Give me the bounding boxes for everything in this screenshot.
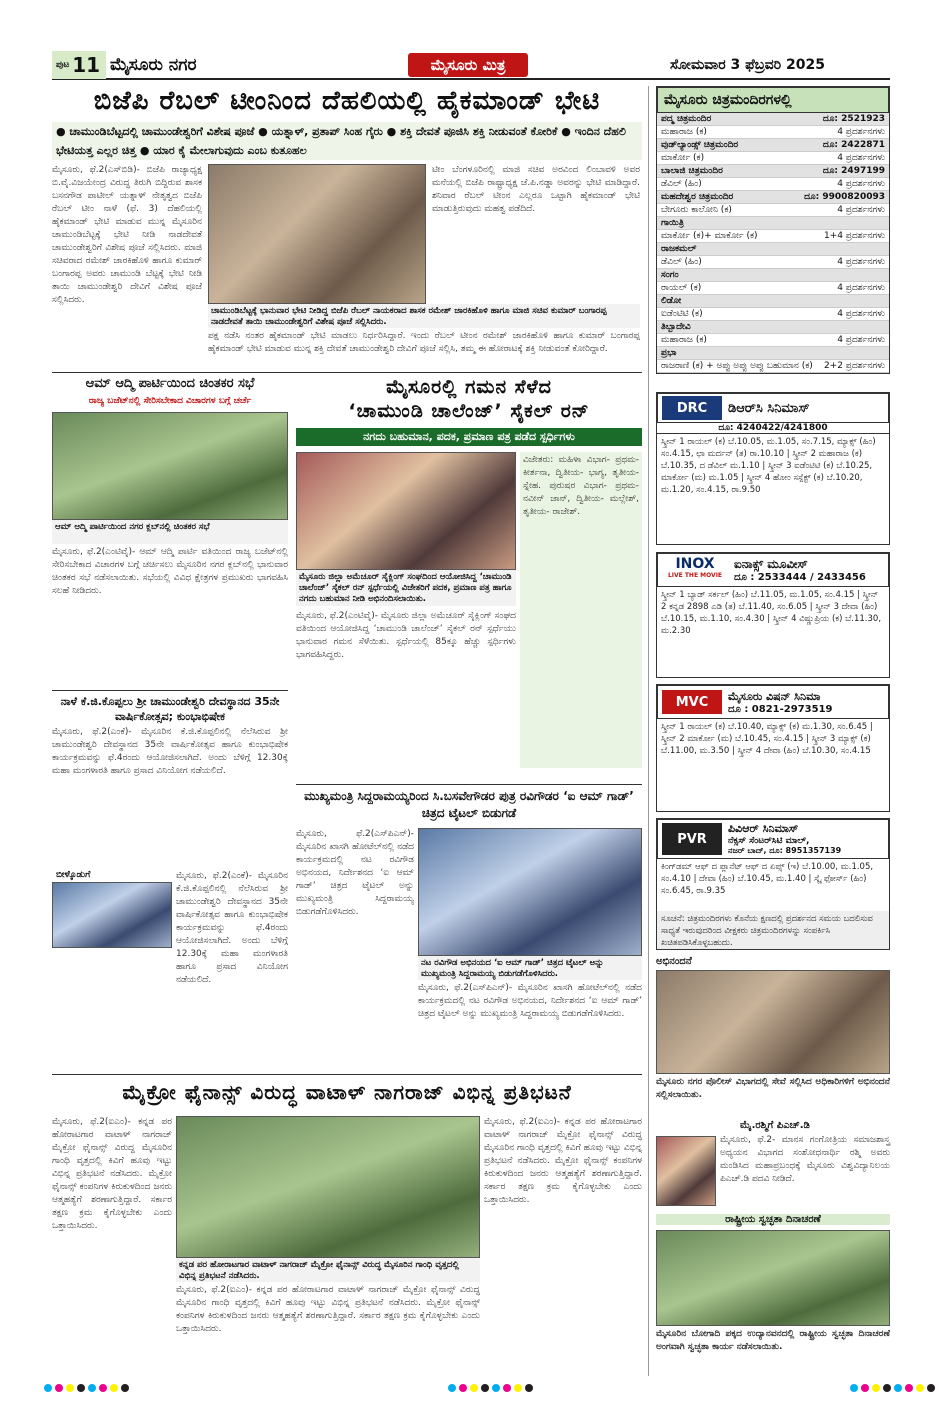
section-title: ಮೈಸೂರು ನಗರ: [110, 55, 197, 75]
cinema-info: ದೂ: 2422871: [822, 140, 885, 150]
cycle-subheadline: ನಗದು ಬಹುಮಾನ, ಪದಕ, ಪ್ರಮಾಣ ಪತ್ರ ಪಡೆದ ಸ್ಪರ್ಧಿಗಳು: [296, 428, 642, 446]
cm-photo-caption: ನಟ ರವಿಗೌಡ ಅಭಿನಯದ ‘ಐ ಆಮ್ ಗಾಡ್’ ಚಿತ್ರದ ಟೈಟಲ್ ಅನ್ನು ಮುಖ್ಯಮಂತ್ರಿ ಸಿದ್ದರಾಮಯ್ಯ ಬಿಡುಗಡೆಗೊಳಿಸಿದರು.: [418, 956, 642, 980]
lead-deck: ● ಚಾಮುಂಡಿಬೆಟ್ಟದಲ್ಲಿ ಚಾಮುಂಡೇಶ್ವರಿಗೆ ವಿಶೇಷ ಪೂಜೆ ● ಯತ್ನಾಳ್, ಪ್ರತಾಪ್ ಸಿಂಹ ಗೈರು ● ಶಕ್ತಿ ದೇವತೆ ಪೂಜಿಸಿ ಶಕ್ತಿ ನೀಡುವಂತೆ ಕೋರಿಕೆ ● ಇಂದಿನ ದೆಹಲಿ ಭೇಟಿಯತ್ತ ಎಲ್ಲರ ಚಿತ್ತ ● ಯಾರ ಕೈ ಮೇಲಾಗುವುದು ಎಂಬ ಕುತೂಹಲ: [52, 122, 642, 160]
cm-photo: [418, 828, 642, 956]
drc-phone: ದೂ: 4240422/4241800: [657, 423, 889, 434]
cinema-name: ಗಾಯಿತ್ರಿ: [661, 218, 684, 228]
aap-headline: ಆಮ್ ಆದ್ಮಿ ಪಾರ್ಟಿಯಿಂದ ಚಿಂತಕರ ಸಭೆ: [85, 376, 255, 391]
page-number-badge: [52, 51, 106, 79]
cinema-row: [657, 295, 889, 308]
cinema-name: ಡೆವಿಲ್ (ಹಿಂ): [661, 257, 702, 267]
cinema-info: ದೂ: 2497199: [822, 166, 885, 176]
congrats-caption: ಮೈಸೂರು ನಗರ ಪೊಲೀಸ್ ವಿಭಾಗದಲ್ಲಿ ಸೇವೆ ಸಲ್ಲಿಸಿದ ಅಧಿಕಾರಿಗಳಿಗೆ ಅಭಿನಂದನೆ ಸಲ್ಲಿಸಲಾಯಿತು.: [656, 1077, 890, 1100]
lead-body-left: ಮೈಸೂರು, ಫೆ.2(ಎಸ್‌ಬಿಡಿ)- ಬಿಜೆಪಿ ರಾಜ್ಯಾಧ್ಯಕ್ಷ ಬಿ.ವೈ.ವಿಜಯೇಂದ್ರ ವಿರುದ್ಧ ತಿರುಗಿ ಬಿದ್ದಿರುವ ಶಾಸಕ ಬಸನಗೌಡ ಪಾಟೀಲ್ ಯತ್ನಾಳ್ ನೇತೃತ್ವದ ಬಿಜೆಪಿ ರೆಬಲ್ ಟೀಂ ನಾಳೆ (ಫೆ. 3) ದೆಹಲಿಯಲ್ಲಿ ಹೈಕಮಾಂಡ್ ಭೇಟಿ ಮಾಡುವ ಮುನ್ನ ಮೈಸೂರಿನ ಚಾಮುಂಡಿಬೆಟ್ಟಕ್ಕೆ ಭೇಟಿ ನೀಡಿ ನಾಡದೇವತೆ ಚಾಮುಂಡೇಶ್ವರಿಗೆ ವಿಶೇಷ ಪೂಜೆ ಸಲ್ಲಿಸಿದರು. ಮಾಜಿ ಸಚಿವರಾದ ರಮೇಶ್ ಜಾರಕಿಹೊಳಿ ಹಾಗೂ ಕುಮಾರ್ ಬಂಗಾರಪ್ಪ ಅವರು ಚಾಮುಂಡಿ ಬೆಟ್ಟಕ್ಕೆ ಭೇಟಿ ನೀಡಿ ತಾಯಿ ಚಾಮುಂಡೇಶ್ವರಿ ದೇವಿಗೆ ವಿಶೇಷ ಪೂಜೆ ಸಲ್ಲಿಸಿದರು.: [52, 165, 202, 305]
cinema-row: [657, 243, 889, 256]
cinema-name: ರಾಯಲ್ (ಕ): [661, 283, 702, 293]
cinema-row: [657, 113, 889, 126]
registration-dot: [470, 1384, 478, 1392]
cinema-info: 4 ಪ್ರದರ್ಶನಗಳು: [837, 283, 885, 293]
registration-dot: [525, 1384, 533, 1392]
cycle-winners: ವಿಜೇತರು: ಮಹಿಳಾ ವಿಭಾಗ- ಪ್ರಥಮ- ಕೀರ್ತನಾ, ದ್ವಿತೀಯ- ಭಾಗ್ಯ, ತೃತೀಯ- ಸ್ನೇಹ. ಪುರುಷರ ವಿಭಾಗ- ಪ್ರಥಮ- ನವೀನ್ ಜಾನ್, ದ್ವಿತೀಯ- ಮಲ್ಲೇಶ್, ತೃತೀಯ- ರಾಜೇಶ್.: [520, 452, 642, 768]
inox-logo-text: INOX: [675, 556, 715, 572]
clean-photo: [656, 1230, 890, 1326]
aap-subheadline: ರಾಜ್ಯ ಬಜೆಟ್‌ನಲ್ಲಿ ಸೇರಿಸಬೇಕಾದ ವಿಚಾರಗಳ ಬಗ್ಗೆ ಚರ್ಚೆ: [88, 396, 252, 406]
cinema-name: ಡೆವಿಲ್ (ಹಿಂ): [661, 179, 702, 189]
farewell-text: ಮೈಸೂರು, ಫೆ.2(ಎಂಕೆ)- ಮೈಸೂರಿನ ಕೆ.ಜಿ.ಕೊಪ್ಪಲಿನಲ್ಲಿ ನೆಲೆಸಿರುವ ಶ್ರೀ ಚಾಮುಂಡೇಶ್ವರಿ ದೇವಸ್ಥಾನದ 35ನೇ ವಾರ್ಷಿಕೋತ್ಸವ ಹಾಗೂ ಕುಂಭಾಭಿಷೇಕ ಕಾರ್ಯಕ್ರಮವನ್ನು ಫೆ.4ರಂದು ಆಯೋಜಿಸಲಾಗಿದೆ. ಅಂದು ಬೆಳಿಗ್ಗೆ 12.30ಕ್ಕೆ ಮಹಾ ಮಂಗಳಾರತಿ ಹಾಗೂ ಪ್ರಸಾದ ವಿನಿಯೋಗ ನಡೆಯಲಿದೆ.: [176, 871, 288, 985]
pvr-box: [656, 818, 890, 950]
cinema-list: [657, 113, 889, 373]
congrats-photo: [656, 970, 890, 1074]
drc-box: [656, 392, 890, 545]
pvr-logo: PVR: [662, 823, 722, 855]
mvc-listings: ಸ್ಕ್ರೀನ್ 1 ರಾಯಲ್ (ಕ) ಬೆ.10.40, ಮ್ಯಾಕ್ಸ್ (ಕ) ಮ.1.30, ಸಂ.6.45 | ಸ್ಕ್ರೀನ್ 2 ಮಾರ್ಕೋ (ಮ) ಬೆ.10.45, ಸಂ.4.15 | ಸ್ಕ್ರೀನ್ 3 ಮ್ಯಾಕ್ಸ್ (ಕ) ಬೆ.11.00, ಮ.3.50 | ಸ್ಕ್ರೀನ್ 4 ದೇವಾ (ಹಿಂ) ಬೆ.10.30, ಸಂ.4.15: [661, 722, 873, 756]
inox-phone: ದೂ : 2533444 / 2433456: [734, 572, 866, 583]
cinema-name: ವುಡ್‌ಲ್ಯಾಂಡ್ಸ್ ಚಿತ್ರಮಂದಿರ: [661, 140, 739, 150]
cinema-row: [657, 347, 889, 360]
cinema-box: [656, 86, 890, 374]
cinema-name: ರಾಜರಾಣಿ (ಕ) + ಅಪ್ಪು ಅಪ್ಪು ಅಪ್ಪು ಬಹುಮಾನ (ಕ): [661, 361, 813, 371]
temple-headline: ನಾಳೆ ಕೆ.ಜಿ.ಕೊಪ್ಪಲು ಶ್ರೀ ಚಾಮುಂಡೇಶ್ವರಿ ದೇವಸ್ಥಾನದ 35ನೇ ವಾರ್ಷಿಕೋತ್ಸವ; ಕುಂಭಾಭಿಷೇಕ: [60, 695, 280, 723]
cinema-name: ಐಡೆಂಟಿಟಿ (ಕ): [661, 309, 703, 319]
cm-body: ಮೈಸೂರು, ಫೆ.2(ಎಸ್‌ಪಿಎನ್)- ಮೈಸೂರಿನ ಖಾಸಗಿ ಹೋಟೆಲ್‌ನಲ್ಲಿ ನಡೆದ ಕಾರ್ಯಕ್ರಮದಲ್ಲಿ ನಟ ರವಿಗೌಡ ಅಭಿನಯದ, ನಿರ್ದೇಶನದ ‘ಐ ಆಮ್ ಗಾಡ್’ ಚಿತ್ರದ ಟೈಟಲ್ ಅನ್ನು ಮುಖ್ಯಮಂತ್ರಿ ಸಿದ್ದರಾಮಯ್ಯ ಬಿಡುಗಡೆಗೊಳಿಸಿದರು.: [296, 829, 414, 917]
divider: [52, 690, 288, 691]
registration-dot: [99, 1384, 107, 1392]
cinema-info: 4 ಪ್ರದರ್ಶನಗಳು: [837, 153, 885, 163]
cinema-name: ಬಾಲಾಜಿ ಚಿತ್ರಮಂದಿರ: [661, 166, 723, 176]
pvr-title: ಪಿವಿಆರ್ ಸಿನಿಮಾಸ್: [728, 822, 799, 835]
registration-dot: [514, 1384, 522, 1392]
cycle-headline: ಮೈಸೂರಲ್ಲಿ ಗಮನ ಸೆಳೆದ: [386, 376, 552, 398]
page-number: 11: [72, 53, 101, 77]
cinema-row: [657, 191, 889, 204]
registration-dot: [872, 1384, 880, 1392]
cinema-row: [657, 321, 889, 334]
inox-header: [657, 553, 889, 587]
mvc-logo: MVC: [662, 690, 722, 714]
registration-dot: [916, 1384, 924, 1392]
registration-dot: [850, 1384, 858, 1392]
drc-title: ಡಿಆರ್‌ಸಿ ಸಿನಿಮಾಸ್: [728, 400, 810, 416]
cinema-name: ಬೇಗೂರು ಕಾಲೋನಿ (ಕ): [661, 205, 732, 215]
cinema-info: ದೂ: 2521923: [822, 114, 885, 124]
cinema-row: [657, 204, 889, 217]
cm-headline: ಮುಖ್ಯಮಂತ್ರಿ ಸಿದ್ದರಾಮಯ್ಯರಿಂದ ಸಿ.ಬಸವೇಗೌಡರ ಪುತ್ರ ರವಿಗೌಡರ ‘ಐ ಆಮ್ ಗಾಡ್’ ಚಿತ್ರದ ಟೈಟಲ್ ಬಿಡುಗಡೆ: [304, 789, 634, 820]
cinema-row: [657, 139, 889, 152]
cinema-name: ರಾಜಕಮಲ್: [661, 244, 697, 254]
masthead-logo: ಮೈಸೂರು ಮಿತ್ರ: [408, 53, 528, 77]
registration-dot: [44, 1384, 52, 1392]
registration-dot: [894, 1384, 902, 1392]
cinema-row: [657, 178, 889, 191]
lead-body-right: ಟೀಂ ಬೆಂಗಳೂರಿನಲ್ಲಿ ಮಾಜಿ ಸಚಿವ ಅರವಿಂದ ಲಿಂಬಾವಳಿ ಅವರ ಮನೆಯಲ್ಲಿ ಬಿಜೆಪಿ ರಾಷ್ಟ್ರಾಧ್ಯಕ್ಷ ಜೆ.ಪಿ.ನಡ್ಡಾ ಅವರನ್ನು ಭೇಟಿ ಮಾಡಿದ್ದಾರೆ. ಶನಿವಾರ ರೆಬಲ್ ಟೀಂನ ಎಲ್ಲರೂ ಒಟ್ಟಾಗಿ ಹೈಕಮಾಂಡ್ ಭೇಟಿ ಮಾಡುತ್ತಿರುವುದು ಮಹತ್ವ ಪಡೆದಿದೆ.: [432, 165, 640, 214]
cinema-info: ದೂ: 9900820093: [804, 192, 885, 202]
cycle-headline-2: ‘ಚಾಮುಂಡಿ ಚಾಲೆಂಜ್’ ಸೈಕಲ್ ರನ್: [348, 400, 590, 422]
registration-dot: [459, 1384, 467, 1392]
cinema-info: 4 ಪ್ರದರ್ಶನಗಳು: [837, 335, 885, 345]
registration-dot: [77, 1384, 85, 1392]
phd-heading: ಮೈ.ರಶ್ಮಿಗೆ ಪಿಎಚ್.ಡಿ: [740, 1120, 810, 1131]
cinema-name: ಸಂಗಂ: [661, 270, 679, 280]
cinema-name: ಮಹಾರಾಜ (ಕ): [661, 335, 707, 345]
registration-dot: [861, 1384, 869, 1392]
clean-heading: ರಾಷ್ಟ್ರೀಯ ಸ್ವಚ್ಛತಾ ದಿನಾಚರಣೆ: [656, 1214, 890, 1225]
lead-headline: ಬಿಜೆಪಿ ರೆಬಲ್ ಟೀಂನಿಂದ ದೆಹಲಿಯಲ್ಲಿ ಹೈಕಮಾಂಡ್ ಭೇಟಿ: [93, 86, 601, 116]
inox-listings: ಸ್ಕ್ರೀನ್ 1 ಬ್ಯಾಡ್ ಸರ್ಕಲ್ (ಹಿಂ) ಬೆ.11.05, ಮ.1.05, ಸಂ.4.15 | ಸ್ಕ್ರೀನ್ 2 ಕನ್ನಡ 2898 ಎಡಿ (ತ) ಬೆ.11.40, ಸಂ.6.05 | ಸ್ಕ್ರೀನ್ 3 ದೇವಾ (ಹಿಂ) ಬೆ.10.15, ಮ.1.10, ಸಂ.4.30 | ಸ್ಕ್ರೀನ್ 4 ವಿಷ್ಣುಪ್ರಿಯ (ಕ) ಬೆ.11.30, ಮ.2.30: [661, 590, 882, 636]
micro-body-2: ಮೈಸೂರು, ಫೆ.2(ಐಎಂ)- ಕನ್ನಡ ಪರ ಹೋರಾಟಗಾರ ವಾಟಾಳ್ ನಾಗರಾಜ್ ಮೈಕ್ರೋ ಫೈನಾನ್ಸ್ ವಿರುದ್ಧ ಮೈಸೂರಿನ ಗಾಂಧಿ ವೃತ್ತದಲ್ಲಿ ಕಿವಿಗೆ ಹೂವು ಇಟ್ಟು ವಿಭಿನ್ನ ಪ್ರತಿಭಟನೆ ನಡೆಸಿದರು. ಮೈಕ್ರೋ ಫೈನಾನ್ಸ್ ಕಂಪನಿಗಳ ಕಿರುಕುಳದಿಂದ ಜನರು ಆತ್ಮಹತ್ಯೆಗೆ ಶರಣಾಗುತ್ತಿದ್ದಾರೆ. ಸರ್ಕಾರ ತಕ್ಷಣ ಕ್ರಮ ಕೈಗೊಳ್ಳಬೇಕು ಎಂದು ಒತ್ತಾಯಿಸಿದರು.: [176, 1285, 480, 1334]
drc-listings: ಸ್ಕ್ರೀನ್ 1 ರಾಯಲ್ (ಕ) ಬೆ.10.05, ಮ.1.05, ಸಂ.7.15, ಮ್ಯಾಕ್ಸ್ (ಹಿಂ) ಸಂ.4.15, ಛಾ ಮರ್ದನ್ (ತ) ರಾ.10.10 | ಸ್ಕ್ರೀನ್ 2 ಮಹಾರಾಜ (ಕ) ಬೆ.10.35, ದ ಡೆವಿಲ್ ಮ.1.10 | ಸ್ಕ್ರೀನ್ 3 ಐಡೆಂಟಿಟಿ (ಕ) ಬೆ.10.25, ಮಾರ್ಕೋ (ಮ) ಮ.1.05 | ಸ್ಕ್ರೀನ್ 4 ಹೋಂ ಸಸ್ಪೆಕ್ಟ್ (ಕ) ಬೆ.10.20, ಮ.1.20, ಸಂ.4.15, ರಾ.9.50: [661, 437, 876, 495]
cinema-name: ಪ್ರಭಾ: [661, 348, 677, 358]
drc-header: [657, 393, 889, 423]
lead-photo-caption: ಚಾಮುಂಡಿಬೆಟ್ಟಕ್ಕೆ ಭಾನುವಾರ ಭೇಟಿ ನೀಡಿದ್ದ ಬಿಜೆಪಿ ರೆಬಲ್ ನಾಯಕರಾದ ಶಾಸಕ ರಮೇಶ್ ಜಾರಕಿಹೊಳಿ ಹಾಗೂ ಮಾಜಿ ಸಚಿವ ಕುಮಾರ್ ಬಂಗಾರಪ್ಪ ನಾಡದೇವತೆ ತಾಯಿ ಚಾಮುಂಡೇಶ್ವರಿಗೆ ವಿಶೇಷ ಪೂಜೆ ಸಲ್ಲಿಸಿದರು.: [208, 304, 640, 328]
mvc-box: [656, 684, 890, 812]
pvr-header: [657, 819, 889, 859]
registration-dot: [905, 1384, 913, 1392]
registration-dot: [503, 1384, 511, 1392]
cinema-name: ಲಿಡೋ: [661, 296, 682, 306]
cinema-name: ತಿಬ್ಬಾದೇವಿ: [661, 322, 691, 332]
aap-body: ಮೈಸೂರು, ಫೆ.2(ಎಂಟಿವೈ)- ಆಮ್ ಆದ್ಮಿ ಪಾರ್ಟಿ ವತಿಯಿಂದ ರಾಜ್ಯ ಬಜೆಟ್‌ನಲ್ಲಿ ಸೇರಿಸಬೇಕಾದ ವಿಚಾರಗಳ ಬಗ್ಗೆ ಚರ್ಚಿಸಲು ಮೈಸೂರಿನ ನಗರ ಕ್ಲಬ್‌ನಲ್ಲಿ ಭಾನುವಾರ ಚಿಂತಕರ ಸಭೆ ನಡೆಸಲಾಯಿತು. ಸಭೆಯಲ್ಲಿ ವಿವಿಧ ಕ್ಷೇತ್ರಗಳ ಪ್ರಮುಖರು ಭಾಗವಹಿಸಿ ಸಲಹೆ ನೀಡಿದರು.: [52, 547, 288, 596]
inox-logo: [662, 558, 728, 582]
congrats-heading: ಅಭಿನಂದನೆ: [656, 956, 692, 967]
cycle-photo-caption: ಮೈಸೂರು ಜಿಲ್ಲಾ ಅಮೆಚೂರ್ ಸೈಕ್ಲಿಂಗ್ ಸಂಘದಿಂದ ಆಯೋಜಿಸಿದ್ದ ‘ಚಾಮುಂಡಿ ಚಾಲೆಂಜ್’ ಸೈಕಲ್ ರನ್ ಸ್ಪರ್ಧೆಯಲ್ಲಿ ವಿಜೇತರಿಗೆ ಪದಕ, ಪ್ರಮಾಣ ಪತ್ರ ಹಾಗೂ ನಗದು ಬಹುಮಾನ ನೀಡಿ ಅಭಿನಂದಿಸಲಾಯಿತು.: [296, 570, 516, 606]
cinema-row: [657, 126, 889, 139]
divider: [52, 372, 642, 373]
phd-photo: [656, 1136, 716, 1206]
divider: [296, 784, 642, 785]
micro-body: ಮೈಸೂರು, ಫೆ.2(ಐಎಂ)- ಕನ್ನಡ ಪರ ಹೋರಾಟಗಾರ ವಾಟಾಳ್ ನಾಗರಾಜ್ ಮೈಕ್ರೋ ಫೈನಾನ್ಸ್ ವಿರುದ್ಧ ಮೈಸೂರಿನ ಗಾಂಧಿ ವೃತ್ತದಲ್ಲಿ ಕಿವಿಗೆ ಹೂವು ಇಟ್ಟು ವಿಭಿನ್ನ ಪ್ರತಿಭಟನೆ ನಡೆಸಿದರು. ಮೈಕ್ರೋ ಫೈನಾನ್ಸ್ ಕಂಪನಿಗಳ ಕಿರುಕುಳದಿಂದ ಜನರು ಆತ್ಮಹತ್ಯೆಗೆ ಶರಣಾಗುತ್ತಿದ್ದಾರೆ. ಸರ್ಕಾರ ತಕ್ಷಣ ಕ್ರಮ ಕೈಗೊಳ್ಳಬೇಕು ಎಂದು ಒತ್ತಾಯಿಸಿದರು.: [52, 1117, 172, 1231]
cinema-info: 4 ಪ್ರದರ್ಶನಗಳು: [837, 257, 885, 267]
registration-dot: [481, 1384, 489, 1392]
lead-photo: [208, 164, 426, 304]
cinema-row: [657, 308, 889, 321]
registration-marks-right: [850, 1384, 935, 1392]
clean-caption: ಮೈಸೂರಿನ ಬೋಗಾದಿ ಪಕ್ಕದ ಉದ್ಯಾನವನದಲ್ಲಿ ರಾಷ್ಟ್ರೀಯ ಸ್ವಚ್ಛತಾ ದಿನಾಚರಣೆ ಅಂಗವಾಗಿ ಸ್ವಚ್ಛತಾ ಕಾರ್ಯ ನಡೆಸಲಾಯಿತು.: [656, 1329, 890, 1352]
issue-date: ಸೋಮವಾರ 3 ಫೆಬ್ರವರಿ 2025: [670, 57, 825, 73]
cinema-name: ಪದ್ಮ ಚಿತ್ರಮಂದಿರ: [661, 114, 712, 124]
micro-body-3: ಮೈಸೂರು, ಫೆ.2(ಐಎಂ)- ಕನ್ನಡ ಪರ ಹೋರಾಟಗಾರ ವಾಟಾಳ್ ನಾಗರಾಜ್ ಮೈಕ್ರೋ ಫೈನಾನ್ಸ್ ವಿರುದ್ಧ ಮೈಸೂರಿನ ಗಾಂಧಿ ವೃತ್ತದಲ್ಲಿ ಕಿವಿಗೆ ಹೂವು ಇಟ್ಟು ವಿಭಿನ್ನ ಪ್ರತಿಭಟನೆ ನಡೆಸಿದರು. ಮೈಕ್ರೋ ಫೈನಾನ್ಸ್ ಕಂಪನಿಗಳ ಕಿರುಕುಳದಿಂದ ಜನರು ಆತ್ಮಹತ್ಯೆಗೆ ಶರಣಾಗುತ್ತಿದ್ದಾರೆ. ಸರ್ಕಾರ ತಕ್ಷಣ ಕ್ರಮ ಕೈಗೊಳ್ಳಬೇಕು ಎಂದು ಒತ್ತಾಯಿಸಿದರು.: [484, 1117, 642, 1205]
cinema-name: ಮಾರ್ಕೋ (ಕ): [661, 153, 705, 163]
cinema-row: [657, 217, 889, 230]
cinema-info: 4 ಪ್ರದರ್ಶನಗಳು: [837, 205, 885, 215]
inox-title: ಐನಾಕ್ಸ್ ಮೂವೀಸ್: [734, 557, 808, 571]
cinema-info: 4 ಪ್ರದರ್ಶನಗಳು: [837, 309, 885, 319]
lead-body-under: ಪಕ್ಷ ನಡೆಸಿ ನಂತರ ಹೈಕಮಾಂಡ್ ಭೇಟಿ ಮಾಡಲು ನಿರ್ಧರಿಸಿದ್ದಾರೆ. ಇಂದು ರೆಬಲ್ ಟೀಂನ ರಮೇಶ್ ಜಾರಕಿಹೊಳಿ ಹಾಗೂ ಕುಮಾರ್ ಬಂಗಾರಪ್ಪ ಹೈಕಮಾಂಡ್ ಭೇಟಿ ಮಾಡುವ ಮುನ್ನ ಶಕ್ತಿ ದೇವತೆ ಚಾಮುಂಡೇಶ್ವರಿ ದೇವಿಗೆ ಪೂಜೆ ಸಲ್ಲಿಸಿ, ತಮ್ಮ ಈ ಹೋರಾಟಕ್ಕೆ ಶಕ್ತಿ ನೀಡುವಂತೆ ಕೋರಿದ್ದಾರೆ.: [208, 331, 640, 354]
pvr-subtitle: ನೆಕ್ಸಸ್ ಸೆಂಟರ್‌ಸಿಟಿ ಮಾಲ್,: [728, 836, 810, 846]
cinema-info: 1+4 ಪ್ರದರ್ಶನಗಳು: [823, 231, 885, 241]
pvr-phone: ನಜರ್ ಬಾದ್, ದೂ: 8951357139: [728, 846, 842, 855]
cycle-photo: [296, 452, 516, 570]
cinema-row: [657, 334, 889, 347]
cinema-row: [657, 282, 889, 295]
page-label: ಪುಟ: [56, 60, 70, 70]
temple-body: ಮೈಸೂರು, ಫೆ.2(ಎಂಕೆ)- ಮೈಸೂರಿನ ಕೆ.ಜಿ.ಕೊಪ್ಪಲಿನಲ್ಲಿ ನೆಲೆಸಿರುವ ಶ್ರೀ ಚಾಮುಂಡೇಶ್ವರಿ ದೇವಸ್ಥಾನದ 35ನೇ ವಾರ್ಷಿಕೋತ್ಸವ ಹಾಗೂ ಕುಂಭಾಭಿಷೇಕ ಕಾರ್ಯಕ್ರಮವನ್ನು ಫೆ.4ರಂದು ಆಯೋಜಿಸಲಾಗಿದೆ. ಅಂದು ಬೆಳಿಗ್ಗೆ 12.30ಕ್ಕೆ ಮಹಾ ಮಂಗಳಾರತಿ ಹಾಗೂ ಪ್ರಸಾದ ವಿನಿಯೋಗ ನಡೆಯಲಿದೆ.: [52, 727, 288, 776]
cinema-info: 4 ಪ್ರದರ್ಶನಗಳು: [837, 179, 885, 189]
drc-logo: DRC: [662, 396, 722, 420]
cinema-row: [657, 269, 889, 282]
cinema-row: [657, 256, 889, 269]
cinema-info: 2+2 ಪ್ರದರ್ಶನಗಳು: [823, 361, 885, 371]
registration-dot: [66, 1384, 74, 1392]
inox-logo-tag: LIVE THE MOVIE: [667, 572, 723, 579]
cycle-body: ಮೈಸೂರು, ಫೆ.2(ಎಂಟಿವೈ)- ಮೈಸೂರು ಜಿಲ್ಲಾ ಅಮೆಚೂರ್ ಸೈಕ್ಲಿಂಗ್ ಸಂಘದ ವತಿಯಿಂದ ಆಯೋಜಿಸಿದ್ದ ‘ಚಾಮುಂಡಿ ಚಾಲೆಂಜ್’ ಸೈಕಲ್ ರನ್ ಸ್ಪರ್ಧೆಯು ಭಾನುವಾರ ಗಮನ ಸೆಳೆಯಿತು. ಸ್ಪರ್ಧೆಯಲ್ಲಿ 85ಕ್ಕೂ ಹೆಚ್ಚು ಸ್ಪರ್ಧಿಗಳು ಭಾಗವಹಿಸಿದ್ದರು.: [296, 611, 516, 660]
cinema-title: ಮೈಸೂರು ಚಿತ್ರಮಂದಿರಗಳಲ್ಲಿ: [657, 87, 889, 113]
column-divider: [648, 86, 649, 1376]
aap-photo: [52, 412, 288, 520]
pvr-listings: ಕಿಂಗ್‌ಡಮ್ ಆಫ್ ದ ಪ್ಲಾನೆಟ್ ಆಫ್ ದ ಏಪ್ಸ್ (ಇ) ಬೆ.10.00, ಮ.1.05, ಸಂ.4.10 | ದೇವಾ (ಹಿಂ) ಬೆ.10.45, ಮ.1.40 | ಸ್ಕೈ ಫೋರ್ಸ್ (ಹಿಂ) ಸಂ.6.45, ರಾ.9.35: [661, 862, 874, 896]
farewell-label: ಬೀಳ್ಕೊಡುಗೆ: [56, 870, 91, 880]
micro-photo: [176, 1116, 480, 1258]
aap-photo-caption: ಆಮ್ ಆದ್ಮಿ ಪಾರ್ಟಿಯಿಂದ ನಗರ ಕ್ಲಬ್‌ನಲ್ಲಿ ಚಿಂತಕರ ಸಭೆ: [52, 520, 288, 544]
registration-dot: [883, 1384, 891, 1392]
registration-dot: [88, 1384, 96, 1392]
registration-dot: [492, 1384, 500, 1392]
phd-body: ಮೈಸೂರು, ಫೆ.2- ಮಾನಸ ಗಂಗೋತ್ರಿಯ ಸಮಾಜಶಾಸ್ತ್ರ ಅಧ್ಯಯನ ವಿಭಾಗದ ಸಂಶೋಧನಾರ್ಥಿ ರಶ್ಮಿ ಅವರು ಮಂಡಿಸಿದ ಮಹಾಪ್ರಬಂಧಕ್ಕೆ ಮೈಸೂರು ವಿಶ್ವವಿದ್ಯಾನಿಲಯ ಪಿಎಚ್.ಡಿ ಪದವಿ ನೀಡಿದೆ.: [720, 1135, 890, 1184]
cinema-row: [657, 165, 889, 178]
mvc-phone: ದೂ : 0821-2973519: [728, 703, 833, 715]
registration-marks-center: [448, 1384, 533, 1392]
cinema-row: [657, 152, 889, 165]
mvc-header: [657, 685, 889, 719]
cinema-row: [657, 360, 889, 373]
inox-box: [656, 552, 890, 678]
cinema-name: ಮಾರ್ಕೋ (ಕ)+ ಮಾರ್ಕೋ (ಕ): [661, 231, 758, 241]
micro-headline: ಮೈಕ್ರೋ ಫೈನಾನ್ಸ್ ವಿರುದ್ಧ ವಾಟಾಳ್ ನಾಗರಾಜ್ ವಿಭಿನ್ನ ಪ್ರತಿಭಟನೆ: [122, 1080, 572, 1104]
registration-dot: [121, 1384, 129, 1392]
cm-body-continued: ಮೈಸೂರು, ಫೆ.2(ಎಸ್‌ಪಿಎನ್)- ಮೈಸೂರಿನ ಖಾಸಗಿ ಹೋಟೆಲ್‌ನಲ್ಲಿ ನಡೆದ ಕಾರ್ಯಕ್ರಮದಲ್ಲಿ ನಟ ರವಿಗೌಡ ಅಭಿನಯದ, ನಿರ್ದೇಶನದ ‘ಐ ಆಮ್ ಗಾಡ್’ ಚಿತ್ರದ ಟೈಟಲ್ ಅನ್ನು ಮುಖ್ಯಮಂತ್ರಿ ಸಿದ್ದರಾಮಯ್ಯ ಬಿಡುಗಡೆಗೊಳಿಸಿದರು.: [418, 983, 642, 1019]
cinema-name: ಮಹಾರಾಜ (ಕ): [661, 127, 707, 137]
farewell-photo: [52, 882, 172, 948]
registration-dot: [448, 1384, 456, 1392]
micro-photo-caption: ಕನ್ನಡ ಪರ ಹೋರಾಟಗಾರ ವಾಟಾಳ್ ನಾಗರಾಜ್ ಮೈಕ್ರೋ ಫೈನಾನ್ಸ್ ವಿರುದ್ಧ ಮೈಸೂರಿನ ಗಾಂಧಿ ವೃತ್ತದಲ್ಲಿ ವಿಭಿನ್ನ ಪ್ರತಿಭಟನೆ ನಡೆಸಿದರು.: [176, 1258, 480, 1282]
cinema-name: ಮಹದೇಶ್ವರ ಚಿತ್ರಮಂದಿರ: [661, 192, 734, 202]
registration-dot: [110, 1384, 118, 1392]
mvc-title: ಮೈಸೂರು ವಿಷನ್ ಸಿನಿಮಾ: [728, 689, 821, 703]
divider: [52, 1074, 642, 1075]
registration-dot: [55, 1384, 63, 1392]
cinema-row: [657, 230, 889, 243]
cinema-info: 4 ಪ್ರದರ್ಶನಗಳು: [837, 127, 885, 137]
registration-dot: [927, 1384, 935, 1392]
pvr-note: ಸೂಚನೆ: ಚಿತ್ರಮಂದಿರಗಳು ಕೊನೆಯ ಕ್ಷಣದಲ್ಲಿ ಪ್ರದರ್ಶನದ ಸಮಯ ಬದಲಿಸುವ ಸಾಧ್ಯತೆ ಇರುವುದರಿಂದ ವೀಕ್ಷಕರು ಚಿತ್ರಮಂದಿರಗಳನ್ನು ಸಂಪರ್ಕಿಸಿ ಖಚಿತಪಡಿಸಿಕೊಳ್ಳಬಹುದು.: [657, 911, 889, 949]
registration-marks-left: [44, 1384, 129, 1392]
